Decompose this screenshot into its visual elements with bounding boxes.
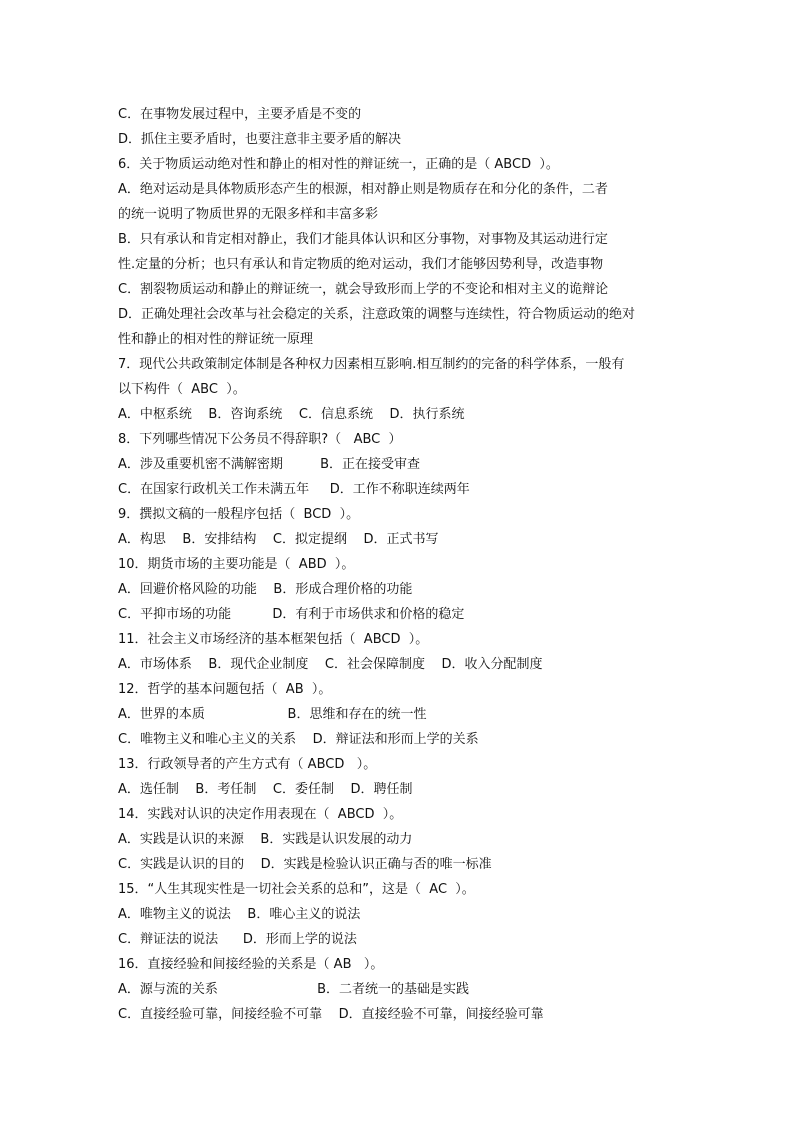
text-line: A．唯物主义的说法 B．唯心主义的说法	[118, 907, 361, 922]
text-line: A．涉及重要机密不满解密期 B．正在接受审查	[118, 457, 421, 472]
text-line: C．辩证法的说法 D．形而上学的说法	[118, 932, 357, 947]
text-line: 15．“人生其现实性是一切社会关系的总和”，这是（ AC ）。	[118, 882, 475, 897]
text-line: B．只有承认和肯定相对静止，我们才能具体认识和区分事物，对事物及其运动进行定	[118, 232, 608, 247]
text-line: 12．哲学的基本问题包括（ AB ）。	[118, 682, 332, 697]
text-line: 8．下列哪些情况下公务员不得辞职?（ ABC ）	[118, 432, 402, 447]
text-line: 16．直接经验和间接经验的关系是（ AB ）。	[118, 957, 384, 972]
text-line: D．抓住主要矛盾时，也要注意非主要矛盾的解决	[118, 132, 402, 147]
text-line: 性和静止的相对性的辩证统一原理	[118, 332, 314, 347]
text-line: A．选任制 B．考任制 C．委任制 D．聘任制	[118, 782, 413, 797]
text-line: C．割裂物质运动和静止的辩证统一，就会导致形而上学的不变论和相对主义的诡辩论	[118, 282, 609, 297]
text-line: C．直接经验可靠，间接经验不可靠 D．直接经验不可靠，间接经验可靠	[118, 1007, 544, 1022]
question-text-block	[118, 102, 688, 1027]
text-line: C．实践是认识的目的 D．实践是检验认识正确与否的唯一标准	[118, 857, 492, 872]
text-line: 以下构件（ ABC ）。	[118, 382, 246, 397]
text-line: C．平抑市场的功能 D．有利于市场供求和价格的稳定	[118, 607, 465, 622]
text-line: C．在国家行政机关工作未满五年 D．工作不称职连续两年	[118, 482, 470, 497]
text-line: A．市场体系 B．现代企业制度 C．社会保障制度 D．收入分配制度	[118, 657, 543, 672]
text-line: A．绝对运动是具体物质形态产生的根源，相对静止则是物质存在和分化的条件，二者	[118, 182, 608, 197]
text-line: A．构思 B．安排结构 C．拟定提纲 D．正式书写	[118, 532, 439, 547]
text-line: 6．关于物质运动绝对性和静止的相对性的辩证统一，正确的是（ ABCD ）。	[118, 157, 559, 172]
text-line: C．在事物发展过程中，主要矛盾是不变的	[118, 107, 362, 122]
text-line: 13．行政领导者的产生方式有（ ABCD ）。	[118, 757, 377, 772]
text-line: D．正确处理社会改革与社会稳定的关系，注意政策的调整与连续性，符合物质运动的绝对	[118, 307, 636, 322]
text-line: 的统一说明了物质世界的无限多样和丰富多彩	[118, 207, 379, 222]
text-line: 10．期货市场的主要功能是（ ABD ）。	[118, 557, 355, 572]
text-line: 7．现代公共政策制定体制是各种权力因素相互影响.相互制约的完备的科学体系，一般有	[118, 357, 625, 372]
text-line: A．实践是认识的来源 B．实践是认识发展的动力	[118, 832, 413, 847]
text-line: 9．撰拟文稿的一般程序包括（ BCD ）。	[118, 507, 360, 522]
text-line: C．唯物主义和唯心主义的关系 D．辩证法和形而上学的关系	[118, 732, 479, 747]
text-line: 11．社会主义市场经济的基本框架包括（ ABCD ）。	[118, 632, 429, 647]
text-line: A．回避价格风险的功能 B．形成合理价格的功能	[118, 582, 413, 597]
text-line: A．源与流的关系 B．二者统一的基础是实践	[118, 982, 469, 997]
text-line: A．中枢系统 B．咨询系统 C．信息系统 D．执行系统	[118, 407, 465, 422]
text-line: 14．实践对认识的决定作用表现在（ ABCD ）。	[118, 807, 403, 822]
text-line: A．世界的本质 B．思维和存在的统一性	[118, 707, 427, 722]
text-line: 性.定量的分析；也只有承认和肯定物质的绝对运动，我们才能够因势利导，改造事物	[118, 257, 604, 272]
